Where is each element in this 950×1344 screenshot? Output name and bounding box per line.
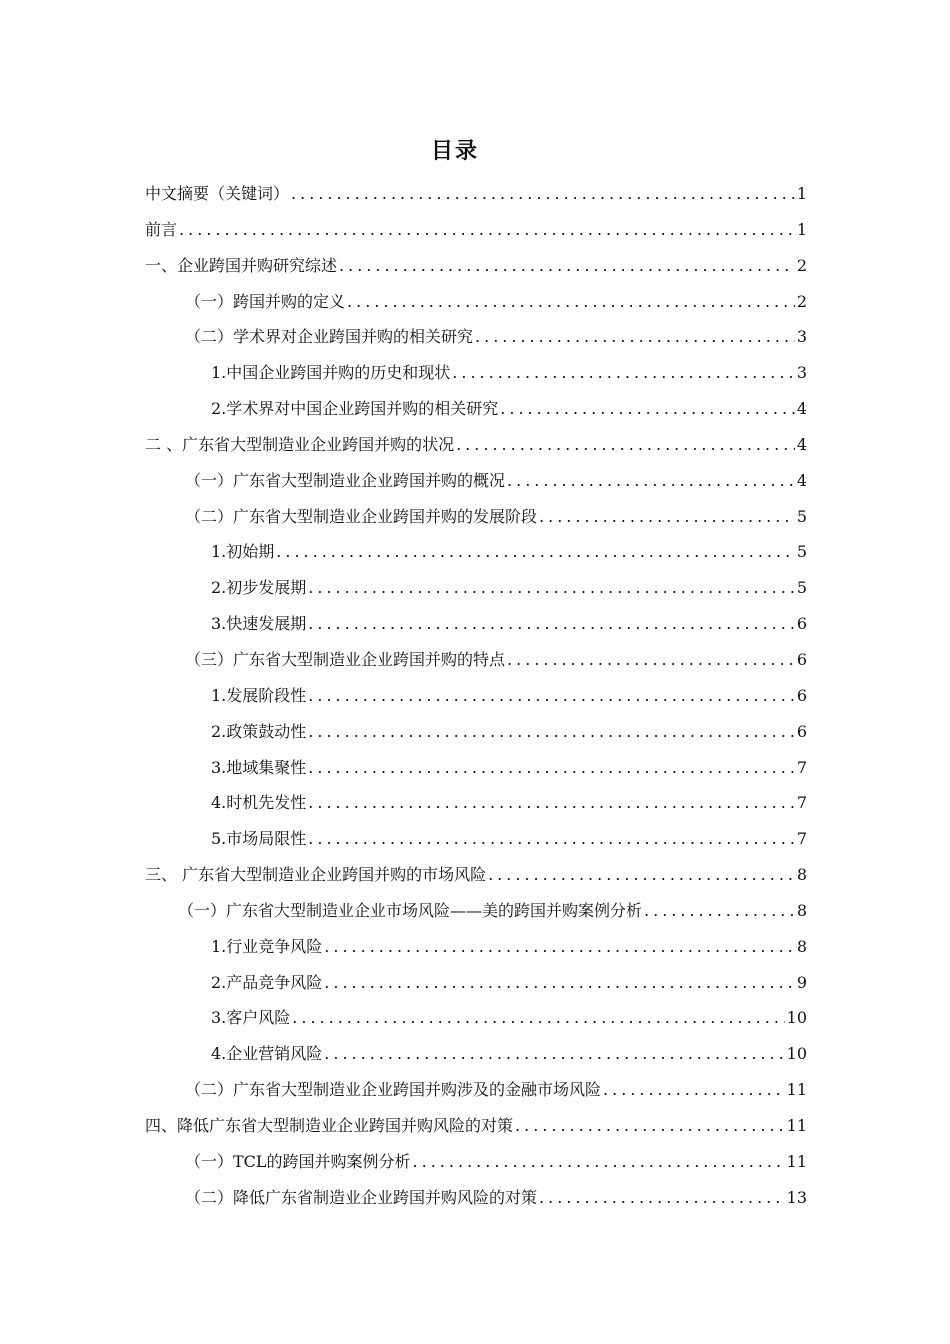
toc-entry-page-number: 6 [796, 721, 807, 741]
toc-dot-leader [456, 435, 795, 455]
toc-entry[interactable] [145, 650, 807, 686]
toc-dot-leader [292, 1008, 784, 1028]
toc-dot-leader [539, 507, 795, 527]
toc-entry-page-number: 1 [796, 219, 807, 239]
toc-entry-label: 5.市场局限性 [211, 829, 307, 849]
toc-entry-page-number: 8 [796, 900, 807, 920]
toc-dot-leader [475, 327, 795, 347]
toc-entry-page-number: 5 [796, 542, 807, 562]
toc-entry-page-number: 6 [796, 685, 807, 705]
toc-entry-page-number: 1 [796, 184, 807, 203]
toc-entry-label: （一）跨国并购的定义 [185, 291, 346, 311]
toc-entry-page-number: 10 [786, 1008, 807, 1028]
toc-dot-leader [308, 686, 795, 706]
toc-entry[interactable] [145, 256, 807, 292]
toc-dot-leader [308, 722, 795, 742]
toc-entry-label: 3.快速发展期 [211, 614, 307, 634]
toc-dot-leader [515, 1116, 785, 1136]
toc-dot-leader [324, 1044, 784, 1064]
toc-entry[interactable] [145, 1188, 807, 1224]
toc-entry-label: 4.时机先发性 [211, 793, 307, 813]
toc-dot-leader [308, 614, 795, 634]
toc-entry-label: 1.发展阶段性 [211, 685, 307, 705]
toc-entry-page-number: 11 [786, 1151, 807, 1171]
toc-entry[interactable] [145, 435, 807, 471]
toc-entry[interactable] [145, 1152, 807, 1188]
toc-title: 目录 [430, 138, 479, 164]
toc-entry-page-number: 7 [796, 829, 807, 849]
toc-entry[interactable] [145, 1044, 807, 1080]
toc-dot-leader [603, 1080, 785, 1100]
table-of-contents [145, 184, 807, 1223]
toc-entry-page-number: 11 [786, 1080, 807, 1100]
toc-entry-label: （三）广东省大型制造业企业跨国并购的特点 [185, 649, 506, 669]
toc-dot-leader [308, 578, 795, 598]
toc-entry-page-number: 6 [796, 614, 807, 634]
toc-entry[interactable] [145, 1116, 807, 1152]
toc-entry-page-number: 4 [796, 399, 807, 419]
toc-entry[interactable] [145, 829, 807, 865]
toc-entry-page-number: 9 [796, 972, 807, 992]
toc-entry-label: （二）广东省大型制造业企业跨国并购涉及的金融市场风险 [185, 1080, 602, 1100]
toc-entry[interactable] [145, 471, 807, 507]
toc-entry-page-number: 2 [796, 255, 807, 275]
toc-entry-label: 2.学术界对中国企业跨国并购的相关研究 [211, 399, 499, 419]
toc-entry[interactable] [145, 937, 807, 973]
toc-dot-leader [291, 184, 795, 204]
toc-entry-label: 3.客户风险 [211, 1008, 291, 1028]
toc-entry-label: 二 、广东省大型制造业企业跨国并购的状况 [145, 434, 455, 454]
toc-entry[interactable] [145, 220, 807, 256]
toc-dot-leader [347, 292, 795, 312]
toc-entry[interactable] [145, 686, 807, 722]
toc-entry-page-number: 7 [796, 793, 807, 813]
toc-entry-page-number: 7 [796, 757, 807, 777]
toc-dot-leader [276, 542, 795, 562]
toc-entry[interactable] [145, 973, 807, 1009]
toc-entry-page-number: 2 [796, 291, 807, 311]
toc-entry-label: 三、 广东省大型制造业企业跨国并购的市场风险 [145, 865, 487, 885]
toc-entry[interactable] [145, 184, 807, 220]
toc-entry[interactable] [145, 865, 807, 901]
toc-entry[interactable] [145, 327, 807, 363]
toc-entry-label: 4.企业营销风险 [211, 1044, 323, 1064]
toc-entry-label: 1.行业竞争风险 [211, 936, 323, 956]
toc-dot-leader [308, 829, 795, 849]
toc-entry-page-number: 4 [796, 434, 807, 454]
toc-entry[interactable] [145, 793, 807, 829]
toc-dot-leader [539, 1188, 785, 1208]
toc-entry-page-number: 3 [796, 363, 807, 383]
toc-entry-page-number: 13 [786, 1187, 807, 1207]
toc-dot-leader [324, 937, 795, 957]
toc-entry[interactable] [145, 722, 807, 758]
toc-entry-page-number: 5 [796, 578, 807, 598]
toc-entry-page-number: 8 [796, 865, 807, 885]
toc-entry[interactable] [145, 758, 807, 794]
toc-entry-label: 2.初步发展期 [211, 578, 307, 598]
toc-entry-label: （一）TCL的跨国并购案例分析 [185, 1151, 411, 1171]
toc-dot-leader [452, 363, 795, 383]
toc-entry-page-number: 3 [796, 327, 807, 347]
toc-entry[interactable] [145, 363, 807, 399]
toc-dot-leader [507, 471, 795, 491]
toc-dot-leader [488, 865, 795, 885]
toc-dot-leader [308, 758, 795, 778]
toc-dot-leader [324, 973, 795, 993]
toc-entry-label: （二）广东省大型制造业企业跨国并购的发展阶段 [185, 506, 538, 526]
toc-entry[interactable] [145, 399, 807, 435]
toc-entry[interactable] [145, 507, 807, 543]
toc-entry-label: 2.政策鼓动性 [211, 721, 307, 741]
toc-entry-page-number: 4 [796, 470, 807, 490]
toc-entry[interactable] [145, 1008, 807, 1044]
toc-entry-label: 四、降低广东省大型制造业企业跨国并购风险的对策 [145, 1115, 514, 1135]
toc-entry-label: 中文摘要（关键词） [145, 184, 290, 203]
toc-entry[interactable] [145, 578, 807, 614]
toc-entry-page-number: 11 [786, 1115, 807, 1135]
toc-entry-label: （一）广东省大型制造业企业跨国并购的概况 [185, 470, 506, 490]
toc-entry-page-number: 5 [796, 506, 807, 526]
toc-entry-label: 2.产品竞争风险 [211, 972, 323, 992]
toc-entry-label: 一、企业跨国并购研究综述 [145, 255, 338, 275]
toc-entry[interactable] [145, 901, 807, 937]
toc-entry[interactable] [145, 542, 807, 578]
toc-entry[interactable] [145, 292, 807, 328]
toc-dot-leader [644, 901, 795, 921]
toc-entry-label: 1.初始期 [211, 542, 275, 562]
toc-dot-leader [507, 650, 795, 670]
toc-dot-leader [308, 793, 795, 813]
toc-entry-label: 3.地域集聚性 [211, 757, 307, 777]
toc-dot-leader [339, 256, 795, 276]
toc-entry-label: 前言 [145, 219, 178, 239]
toc-entry-label: 1.中国企业跨国并购的历史和现状 [211, 363, 451, 383]
toc-entry-page-number: 10 [786, 1044, 807, 1064]
toc-dot-leader [179, 220, 795, 240]
toc-entry[interactable] [145, 1080, 807, 1116]
toc-entry-page-number: 8 [796, 936, 807, 956]
toc-entry[interactable] [145, 614, 807, 650]
toc-dot-leader [413, 1152, 785, 1172]
toc-entry-page-number: 6 [796, 649, 807, 669]
toc-entry-label: （二）学术界对企业跨国并购的相关研究 [185, 327, 474, 347]
toc-entry-label: （二）降低广东省制造业企业跨国并购风险的对策 [185, 1187, 538, 1207]
toc-entry-label: （一）广东省大型制造业企业市场风险——美的跨国并购案例分析 [178, 900, 643, 920]
toc-dot-leader [500, 399, 795, 419]
